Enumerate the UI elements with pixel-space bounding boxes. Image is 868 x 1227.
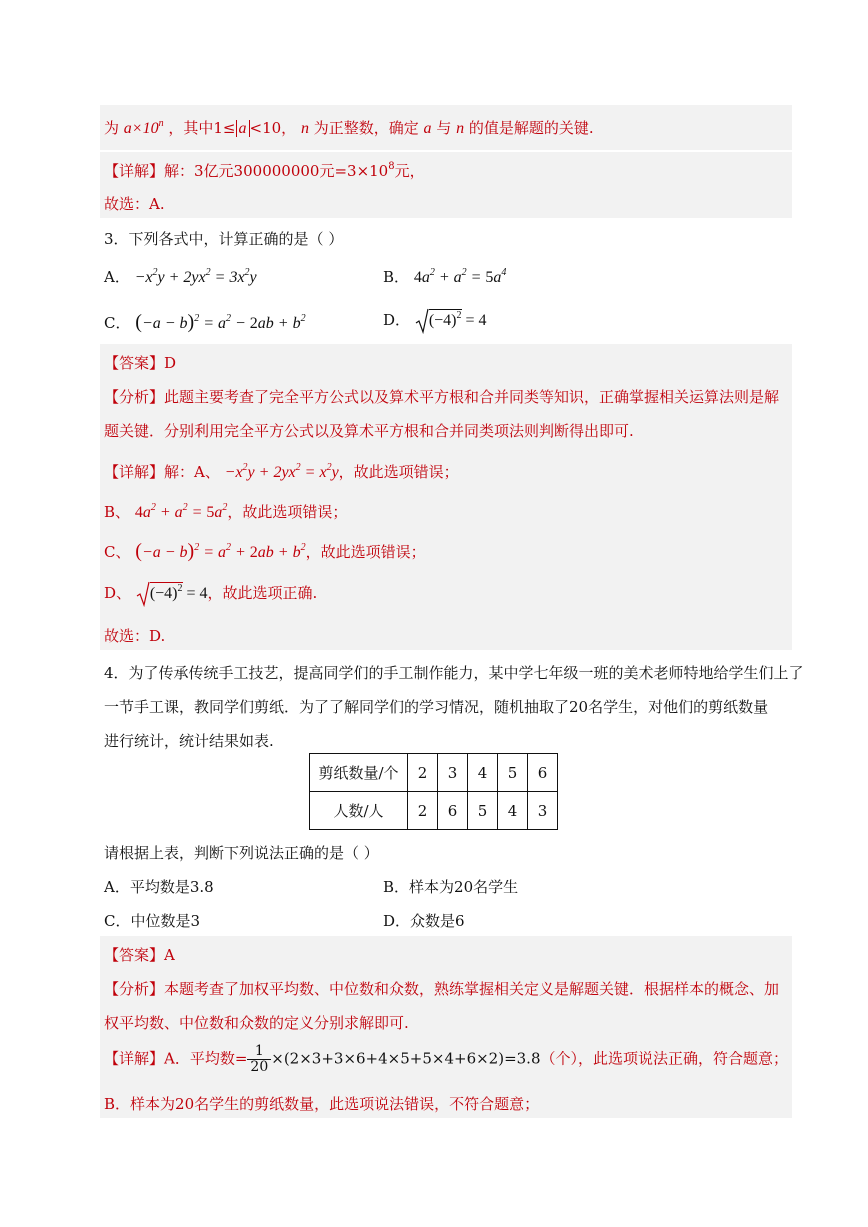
option-label: A． (104, 268, 130, 286)
question-number: 4． (104, 664, 129, 682)
q4-option-c: C．中位数是3 (104, 912, 201, 930)
question-number: 3． (104, 230, 129, 248)
text: ，其中1≤ (168, 119, 236, 137)
answer-tag: 【答案】 (104, 946, 165, 964)
table-cell: 4 (468, 754, 498, 792)
table-cell: 3 (528, 792, 558, 830)
detail-prefix: C、 (104, 543, 131, 561)
option-label: B． (383, 268, 410, 286)
detail-note: （个），此选项说法正确，符合题意； (540, 1049, 789, 1068)
q3-option-c (104, 311, 306, 334)
analysis-text: 此题主要考查了完全平方公式以及算术平方根和合并同类等知识，正确掌握相关运算法则是解 (164, 388, 780, 406)
detail-text: 解：3亿元300000000元=3×10 (164, 162, 389, 180)
option-a-expr: $-x^2y + 2yx^2 = 3x^2y$ (134, 267, 257, 286)
q3-detail-b (104, 501, 347, 522)
detail-prefix: D、 (104, 584, 132, 602)
table-cell: 2 (408, 792, 438, 830)
analysis-tag: 【分析】 (104, 388, 165, 406)
text: ， (281, 119, 297, 137)
q3-analysis-1 (104, 386, 779, 407)
sqrt-sign-icon (136, 581, 150, 607)
detail-tag: 【详解】 (104, 463, 165, 481)
table-row (310, 792, 558, 830)
q3-answer (104, 352, 176, 373)
table-header-cell: 剪纸数量/个 (310, 754, 408, 792)
q4-option-d: D．众数是6 (383, 912, 465, 930)
table-row (310, 754, 558, 792)
answer-value: D (164, 354, 177, 372)
table-cell: 6 (528, 754, 558, 792)
text: 与 (436, 119, 452, 137)
text: <10 (249, 119, 282, 137)
detail-prefix: B、 (104, 503, 131, 521)
table-cell: 5 (468, 792, 498, 830)
detail-note: ，故此选项正确. (207, 584, 318, 602)
q3-option-a (104, 266, 257, 287)
detail-a-expr: $-x^2y + 2yx^2 = x^2y$ (224, 462, 339, 481)
q3-analysis-2: 题关键．分别利用完全平方公式以及算术平方根和合并同类项法则判断得出即可. (104, 422, 634, 440)
text: 的值是解题的关键. (468, 119, 594, 137)
math-n: n (456, 120, 465, 137)
q4-analysis-1 (104, 978, 779, 999)
math-n: n (300, 120, 309, 137)
table-header-cell: 人数/人 (310, 792, 408, 830)
detail-c-expr: $(-a - b)^2 = a^2 + 2ab + b^2$ (135, 540, 306, 562)
q3-option-b (383, 266, 506, 287)
analysis-text: 本题考查了加权平均数、中位数和众数，熟练掌握相关定义是解题关键．根据样本的概念、加 (164, 980, 780, 998)
fraction (247, 1044, 271, 1075)
q2-detail-line (104, 160, 425, 181)
detail-unit: 元， (394, 162, 425, 180)
q3-stem (104, 228, 343, 249)
q4-stem-3: 进行统计，统计结果如表. (104, 732, 274, 750)
detail-d-rhs: = 4 (182, 585, 208, 602)
q3-detail-c (104, 540, 426, 563)
option-d-rhs: = 4 (461, 312, 487, 329)
answer-tag: 【答案】 (104, 354, 165, 372)
answer-value: A (164, 946, 175, 964)
question-stem: 为了传承传统手工技艺，提高同学们的手工制作能力，某中学七年级一班的美术老师特地给学生们上了 (128, 664, 804, 682)
option-d-expr: $(-4)^2$ (428, 310, 462, 329)
math-expr (124, 120, 164, 137)
q3-detail-a (104, 461, 459, 482)
q4-detail-a (104, 1044, 788, 1075)
table-cell: 2 (408, 754, 438, 792)
q4-option-a: A．平均数是3.8 (104, 878, 214, 896)
q4-analysis-2: 权平均数、中位数和众数的定义分别求解即可. (104, 1014, 409, 1032)
detail-note: ，故此选项错误； (305, 543, 426, 561)
detail-prefix: A．平均数= (164, 1049, 248, 1068)
detail-note: ，故此选项错误； (338, 463, 459, 481)
q4-detail-b: B．样本为20名学生的剪纸数量，此选项说法错误，不符合题意； (104, 1095, 540, 1113)
detail-d-expr: $(-4)^2$ (149, 583, 183, 602)
detail-b-expr: $4a^2 + a^2 = 5a^2$ (134, 502, 228, 521)
fraction-numerator: 1 (247, 1044, 271, 1060)
q4-stem-1 (104, 662, 804, 683)
abs-a: a (236, 120, 250, 137)
detail-exp: 8 (388, 161, 395, 172)
math-exp: n (158, 118, 164, 129)
q3-detail-d (104, 581, 317, 607)
table-cell: 6 (438, 792, 468, 830)
q4-stem-2: 一节手工课，教同学们剪纸．为了了解同学们的学习情况，随机抽取了20名学生，对他们的剪纸数量 (104, 698, 769, 716)
q3-choice: 故选：D. (104, 627, 166, 645)
option-label: D． (383, 311, 411, 329)
data-table (309, 753, 558, 830)
option-c-expr: $(-a - b)^2 = a^2 - 2ab + b^2$ (135, 311, 306, 333)
detail-note: ，故此选项错误； (227, 503, 348, 521)
text: 为正整数，确定 (313, 119, 419, 137)
q4-answer (104, 944, 175, 965)
text: 为 (104, 119, 120, 137)
q3-option-d (383, 308, 487, 334)
option-b-expr: $4a^2 + a^2 = 5a^4$ (413, 267, 507, 286)
math-a10: a×10 (123, 120, 159, 137)
detail-prefix: 解：A、 (164, 463, 220, 481)
q2-choice: 故选：A. (104, 195, 165, 213)
option-label: C． (104, 314, 131, 332)
sqrt-sign-icon (415, 308, 429, 334)
fraction-denominator: 20 (250, 1059, 269, 1075)
q4-option-b: B．样本为20名学生 (383, 878, 519, 896)
math-a: a (423, 120, 432, 137)
question-stem: 下列各式中，计算正确的是（ ） (128, 230, 344, 248)
q2-analysis-tail (104, 117, 594, 138)
detail-expr: ×(2×3+3×6+4×5+5×4+6×2)=3.8 (271, 1049, 541, 1068)
table-cell: 5 (498, 754, 528, 792)
detail-tag: 【详解】 (104, 1049, 165, 1068)
analysis-tag: 【分析】 (104, 980, 165, 998)
detail-tag: 【详解】 (104, 162, 165, 180)
table-cell: 4 (498, 792, 528, 830)
q4-question: 请根据上表，判断下列说法正确的是（ ） (104, 844, 379, 862)
table-cell: 3 (438, 754, 468, 792)
